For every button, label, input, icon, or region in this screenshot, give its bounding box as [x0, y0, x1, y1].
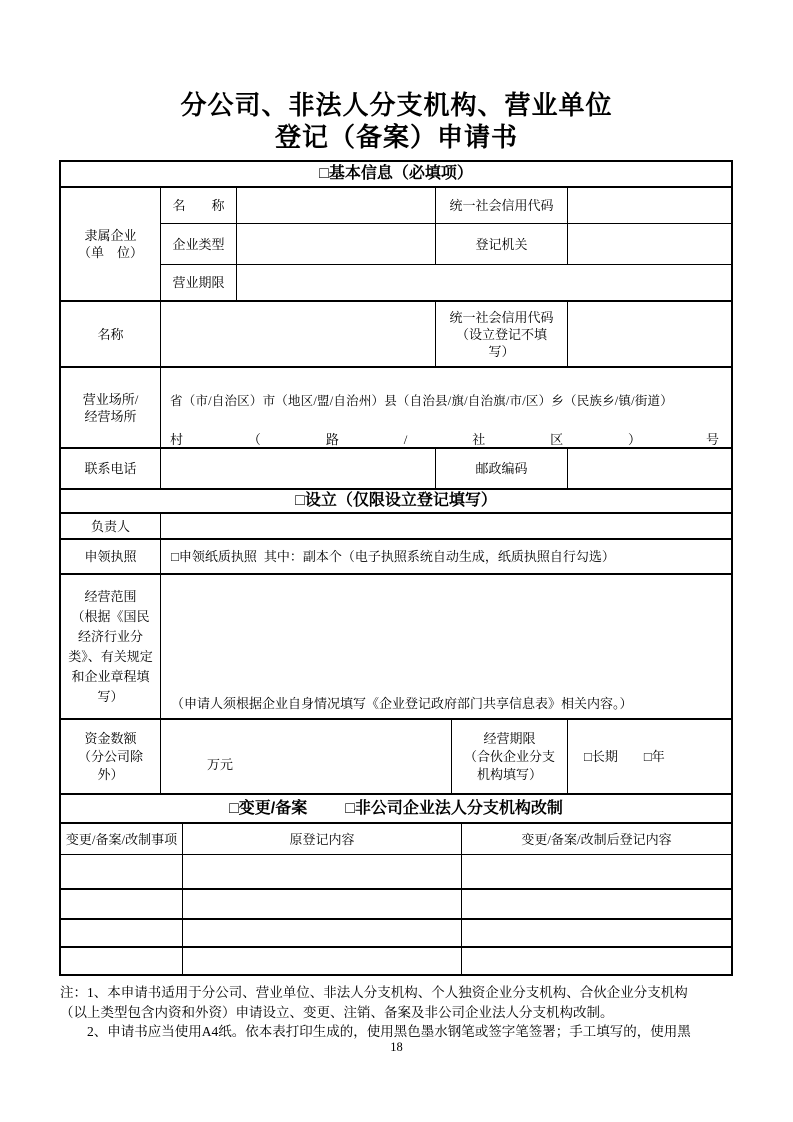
section-establish-checkbox-label[interactable]: □设立（仅限设立登记填写） — [295, 492, 497, 509]
form-title-line1: 分公司、非法人分支机构、营业单位 — [180, 91, 613, 120]
address-part-slash: / — [403, 432, 408, 447]
branch-name-input[interactable] — [161, 302, 436, 366]
principal-label: 负责人 — [61, 514, 161, 538]
principal-input[interactable] — [161, 514, 731, 538]
address-part-close-paren: ） — [628, 432, 642, 447]
business-term-label: 营业期限 — [161, 265, 237, 300]
license-row — [61, 540, 731, 575]
phone-label: 联系电话 — [61, 449, 161, 488]
registration-authority-input[interactable] — [568, 224, 731, 263]
license-note-text: 其中：副本个（电子执照系统自动生成，纸质执照自行勾选） — [263, 549, 615, 564]
address-fill-parts — [170, 428, 721, 447]
new-content-cell[interactable] — [462, 948, 731, 974]
change-item-cell[interactable] — [61, 890, 183, 918]
business-scope-label: 经营范围 （根据《国民 经济行业分 类》、有关规定 和企业章程填 写） — [61, 575, 161, 718]
term-long-checkbox[interactable]: □长期 — [584, 749, 618, 764]
parent-term-row — [161, 265, 731, 300]
new-content-cell[interactable] — [462, 890, 731, 918]
note-line-3: 2、申请书应当使用A4纸。依本表打印生成的，使用黑色墨水钢笔或签字笔签署；手工填写的，使用黑 — [60, 1024, 691, 1039]
operating-term-label: 经营期限 （合伙企业分支 机构填写） — [452, 720, 568, 793]
enterprise-type-label: 企业类型 — [161, 224, 237, 263]
capital-unit-label: 万元 — [207, 757, 234, 772]
business-term-input[interactable] — [237, 265, 731, 300]
phone-input[interactable] — [161, 449, 436, 488]
phone-row — [61, 449, 731, 490]
change-item-cell[interactable] — [61, 920, 183, 946]
footer-notes — [60, 983, 738, 1042]
branch-name-label: 名称 — [61, 302, 161, 366]
enterprise-type-input[interactable] — [237, 224, 436, 263]
premises-input-area[interactable] — [161, 368, 731, 447]
branch-uscc-label: 统一社会信用代码 （设立登记不填 写） — [436, 302, 568, 366]
section-header-basic-row — [61, 162, 731, 188]
form-title-line2: 登记（备案）申请书 — [274, 123, 518, 152]
change-item-cell[interactable] — [61, 855, 183, 888]
section-change-header-inner — [64, 799, 728, 819]
change-row-2 — [61, 890, 731, 920]
change-col-header-row — [61, 824, 731, 855]
change-row-3 — [61, 920, 731, 948]
section-header-change-row — [61, 795, 731, 824]
address-part-number: 号 — [705, 432, 719, 447]
original-content-cell[interactable] — [183, 855, 462, 888]
form-title — [0, 90, 793, 154]
parent-company-label: 隶属企业 （单 位） — [61, 188, 161, 300]
address-part-road: 路 — [325, 432, 339, 447]
parent-company-subgrid — [161, 188, 731, 300]
new-content-cell[interactable] — [462, 855, 731, 888]
premises-label: 营业场所/ 经营场所 — [61, 368, 161, 447]
business-scope-note: （申请人须根据企业自身情况填写《企业登记政府部门共享信息表》相关内容。） — [171, 696, 633, 711]
section-basic-checkbox-label[interactable]: □基本信息（必填项） — [319, 165, 473, 182]
new-content-col-header: 变更/备案/改制后登记内容 — [521, 831, 672, 847]
note-line-1: 注：1、本申请书适用于分公司、营业单位、非法人分支机构、个人独资企业分支机构、合伙企业分支机构 — [60, 985, 688, 1000]
license-label: 申领执照 — [61, 540, 161, 573]
address-template-line: 省（市/自治区）市（地区/盟/自治州）县（自治县/旗/自治旗/市/区）乡（民族乡/镇/街道） — [170, 394, 673, 408]
new-content-cell[interactable] — [462, 920, 731, 946]
postal-code-input[interactable] — [568, 449, 731, 488]
original-content-cell[interactable] — [183, 920, 462, 946]
capital-input-area[interactable] — [161, 720, 452, 793]
note-line-2: （以上类型包含内资和外资）申请设立、变更、注销、备案及非公司企业法人分支机构改制。 — [60, 1004, 614, 1020]
parent-uscc-label: 统一社会信用代码 — [436, 188, 568, 223]
form-table — [59, 160, 733, 976]
capital-row — [61, 720, 731, 795]
parent-name-row — [161, 188, 731, 224]
business-scope-input-area[interactable] — [161, 575, 731, 718]
address-part-she: 社 — [472, 432, 486, 447]
parent-company-group-row — [61, 188, 731, 302]
reform-checkbox-label[interactable]: □非公司企业法人分支机构改制 — [345, 799, 563, 817]
license-paper-checkbox[interactable]: □申领纸质执照 — [171, 549, 257, 564]
parent-name-input[interactable] — [237, 188, 436, 223]
business-scope-row — [61, 575, 731, 720]
address-part-qu: 区 — [550, 432, 564, 447]
capital-label: 资金数额 （分公司除 外） — [61, 720, 161, 793]
change-item-col-header: 变更/备案/改制事项 — [61, 824, 183, 854]
license-content — [161, 540, 731, 573]
premises-row — [61, 368, 731, 449]
original-content-col-header: 原登记内容 — [183, 824, 462, 854]
parent-name-label: 名 称 — [161, 188, 237, 223]
branch-uscc-input[interactable] — [568, 302, 731, 366]
change-item-cell[interactable] — [61, 948, 183, 974]
principal-row — [61, 514, 731, 540]
branch-name-row — [61, 302, 731, 368]
change-row-1 — [61, 855, 731, 890]
parent-type-row — [161, 224, 731, 264]
parent-uscc-input[interactable] — [568, 188, 731, 223]
change-record-checkbox-label[interactable]: □变更/备案 — [229, 799, 308, 817]
change-row-4 — [61, 948, 731, 974]
registration-authority-label: 登记机关 — [436, 224, 568, 263]
term-year-checkbox[interactable]: □年 — [643, 749, 665, 764]
page-number: 18 — [390, 1040, 403, 1054]
operating-term-options — [568, 720, 731, 793]
address-part-open-paren: （ — [247, 432, 261, 447]
original-content-cell[interactable] — [183, 890, 462, 918]
address-part-village: 村 — [170, 432, 184, 447]
section-change-header — [61, 795, 731, 822]
postal-code-label: 邮政编码 — [436, 449, 568, 488]
section-header-establish-row — [61, 490, 731, 514]
original-content-cell[interactable] — [183, 948, 462, 974]
